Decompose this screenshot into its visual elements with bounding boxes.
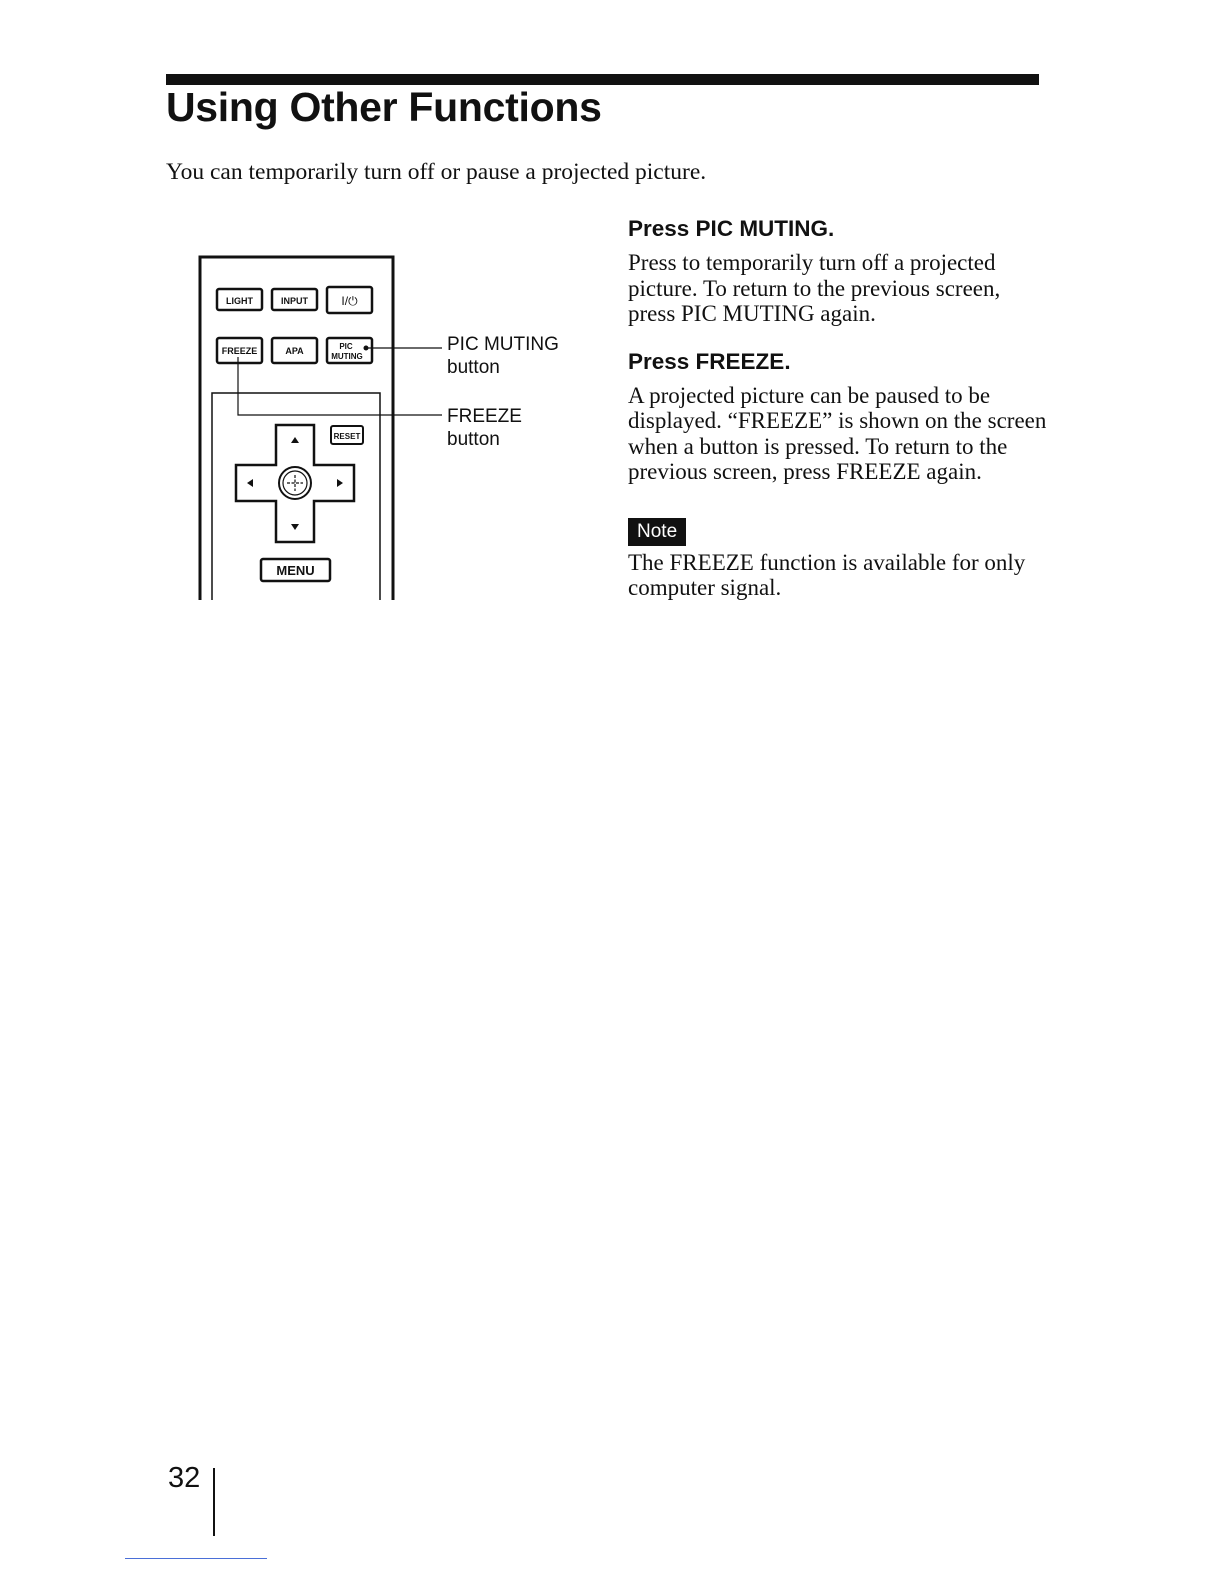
- section-freeze: [628, 347, 1048, 485]
- page-title: Using Other Functions: [166, 84, 602, 130]
- pic-muting-callout: [447, 333, 559, 379]
- pic-muting-indicator-dot: [364, 346, 369, 351]
- freeze-button-label: FREEZE: [221, 346, 258, 356]
- input-button-label: INPUT: [281, 296, 308, 306]
- section-heading: Press PIC MUTING.: [628, 216, 835, 241]
- note-text: The FREEZE function is available for only computer signal.: [628, 549, 1026, 600]
- freeze-leader-line: [238, 357, 442, 415]
- note-block: [628, 518, 1048, 601]
- pic-muting-button-label-1: PIC: [339, 342, 353, 351]
- pic-muting-callout-line1: PIC MUTING: [447, 334, 559, 355]
- light-button-label: LIGHT: [226, 296, 253, 306]
- section-body: A projected picture can be paused to be displayed. “FREEZE” is shown on the screen when a button is pressed. To return to the previous screen, press FREEZE again.: [628, 382, 1047, 484]
- remote-control-illustration: [190, 245, 590, 605]
- pic-muting-callout-line2: button: [447, 357, 500, 378]
- page-number-rule: [213, 1468, 215, 1536]
- power-button-label: I/⏻: [341, 294, 358, 308]
- arrow-up-icon: [291, 437, 299, 443]
- freeze-callout-line1: FREEZE: [447, 406, 522, 427]
- section-body: Press to temporarily turn off a projected picture. To return to the previous screen, press PIC MUTING again.: [628, 250, 1001, 326]
- page-number: 32: [168, 1462, 201, 1494]
- intro-text: You can temporarily turn off or pause a projected picture.: [166, 159, 707, 185]
- pic-muting-button-label-2: MUTING: [331, 352, 363, 361]
- remote-body-outline: [200, 257, 393, 600]
- section-heading: Press FREEZE.: [628, 348, 791, 374]
- freeze-callout-line2: button: [447, 429, 500, 450]
- menu-button-label: MENU: [276, 563, 315, 578]
- note-badge: Note: [628, 518, 686, 546]
- arrow-down-icon: [291, 524, 299, 530]
- apa-button-label: APA: [285, 346, 304, 356]
- section-pic-muting: [628, 214, 1048, 327]
- enter-button-inner: [283, 471, 307, 495]
- arrow-right-icon: [337, 479, 343, 487]
- enter-button: [279, 467, 311, 499]
- instructions-column: [628, 214, 1048, 601]
- enter-cross-icon: [287, 475, 303, 491]
- bottom-edge-line: [125, 1558, 267, 1559]
- freeze-callout: [447, 405, 522, 451]
- reset-button-label: RESET: [333, 432, 361, 441]
- arrow-left-icon: [247, 479, 253, 487]
